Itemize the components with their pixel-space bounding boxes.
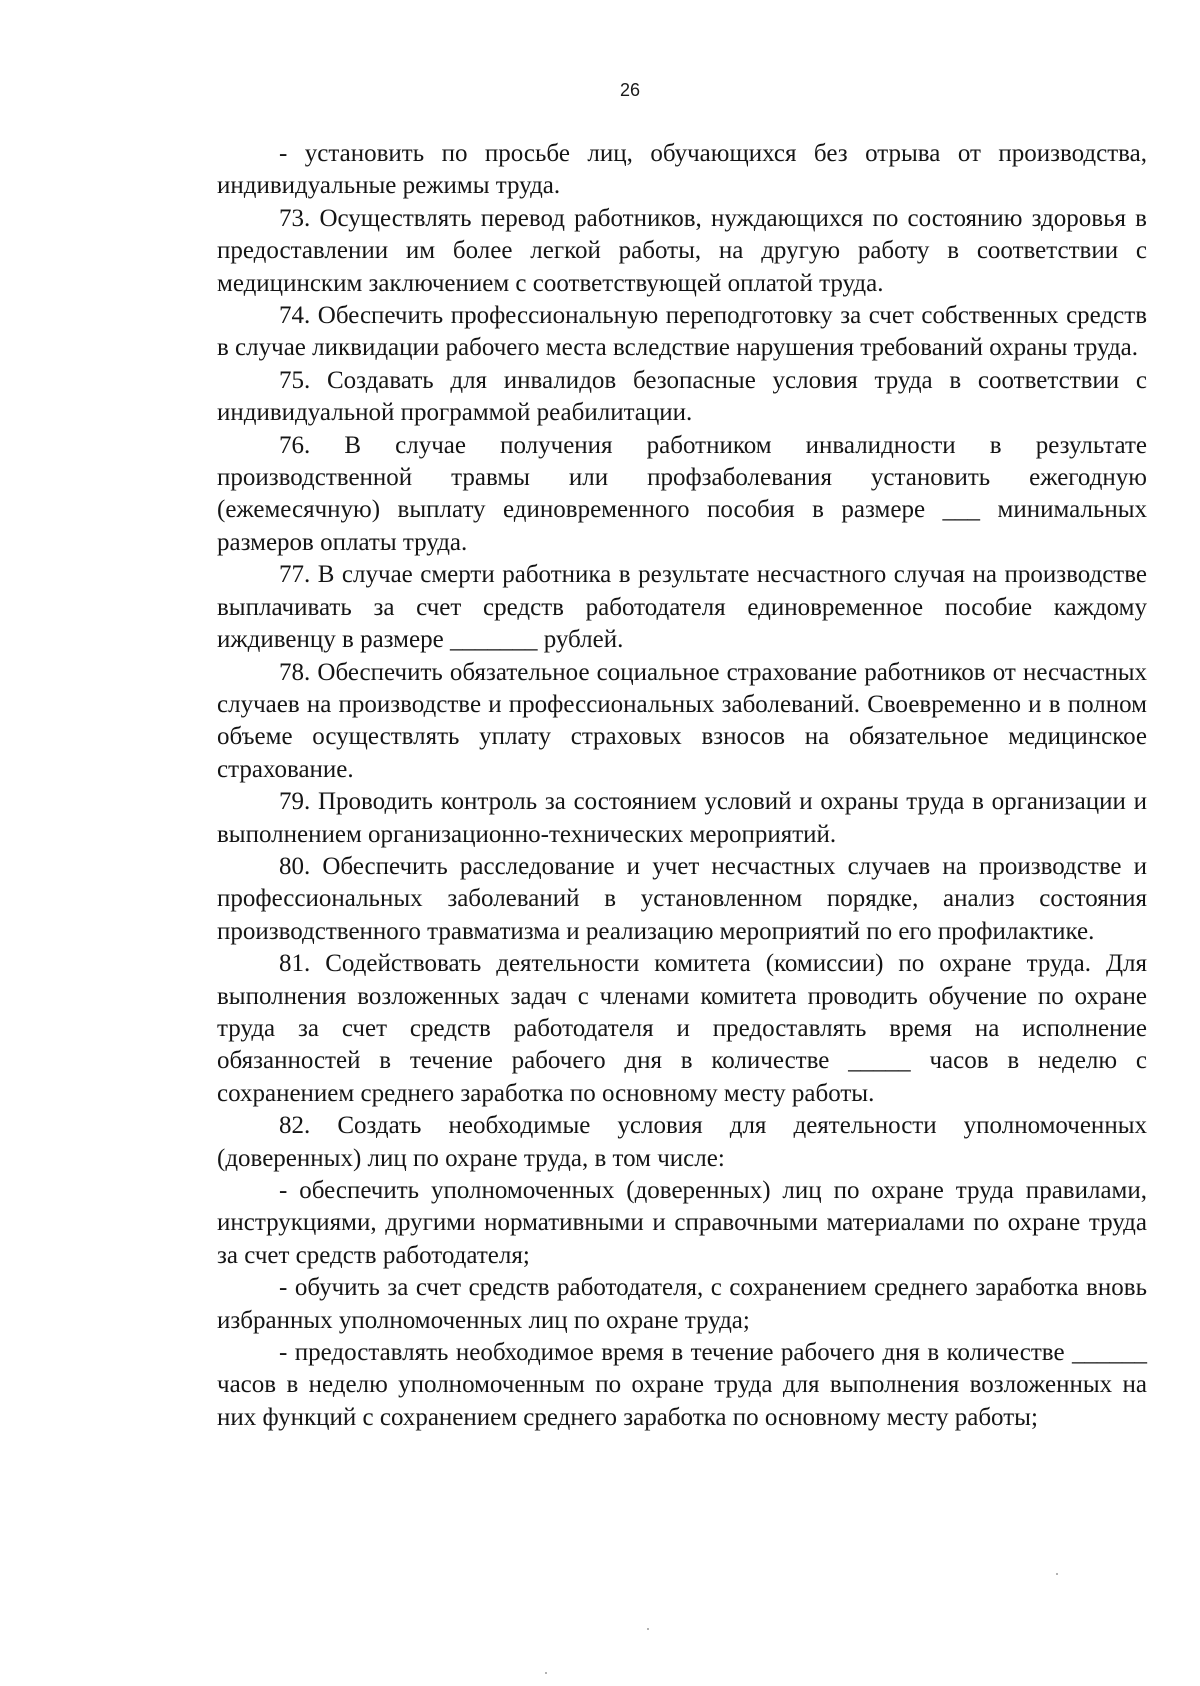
paragraph-82: 82. Создать необходимые условия для деятельности уполномоченных (доверенных) лиц по охране труда, в том числе: [217,1112,1147,1172]
paragraph-73: 73. Осуществлять перевод работников, нуждающихся по состоянию здоровья в предоставлении им более легкой работы, на другую работу в соответствии с медицинским заключением с соответствующей оплатой труда. [217,204,1147,297]
paragraph-80: 80. Обеспечить расследование и учет несчастных случаев на производстве и профессиональных заболеваний в установленном порядке, анализ состояния производственного травматизма и реализацию мероприятий по его профилактике. [217,852,1147,945]
paragraph-82-item-training: - обучить за счет средств работодателя, с сохранением среднего заработка вновь избранных уполномоченных лиц по охране труда; [217,1274,1147,1334]
paragraph-78: 78. Обеспечить обязательное социальное страхование работников от несчастных случаев на производстве и профессиональных заболеваний. Своевременно и в полном объеме осуществлять уплату страховых взносов на обязательное медицинское страхование. [217,658,1147,783]
paragraph-74: 74. Обеспечить профессиональную переподготовку за счет собственных средств в случае ликвидации рабочего места вследствие нарушения требований охраны труда. [217,302,1147,362]
paragraph-82-item-time: - предоставлять необходимое время в течение рабочего дня в количестве ______ часов в неделю уполномоченным по охране труда для выполнения возложенных на них функций с сохранением среднего заработка по основному месту работы; [217,1339,1147,1431]
paragraph-79: 79. Проводить контроль за состоянием условий и охраны труда в организации и выполнением организационно-технических мероприятий. [217,788,1147,848]
paragraph-76: 76. В случае получения работником инвалидности в результате производственной травмы или профзаболевания установить ежегодную (ежемесячную) выплату единовременного пособия в размере ___ минимальных размеров оплаты труда. [217,431,1147,556]
document-body [217,138,1147,1434]
paragraph-indent-modes: - установить по просьбе лиц, обучающихся без отрыва от производства, индивидуальные режимы труда. [217,140,1147,200]
paragraph-75: 75. Создавать для инвалидов безопасные условия труда в соответствии с индивидуальной программой реабилитации. [217,366,1147,427]
scan-speck [545,1672,547,1674]
paragraph-81: 81. Содействовать деятельности комитета (комиссии) по охране труда. Для выполнения возложенных задач с членами комитета проводить обучение по охране труда за счет средств работодателя и предоставлять время на исполнение обязанностей в течение рабочего дня в количестве _____ часов в неделю с сохранением среднего заработка по основному месту работы. [217,950,1147,1107]
scan-speck [1056,1573,1058,1575]
scan-speck [647,1628,649,1630]
paragraph-82-item-materials: - обеспечить уполномоченных (доверенных) лиц по охране труда правилами, инструкциями, другими нормативными и справочными материалами по охране труда за счет средств работодателя; [217,1177,1147,1269]
paragraph-77: 77. В случае смерти работника в результате несчастного случая на производстве выплачивать за счет средств работодателя единовременное пособие каждому иждивенцу в размере _______ рублей. [217,561,1147,654]
page-number: 26 [619,80,641,100]
